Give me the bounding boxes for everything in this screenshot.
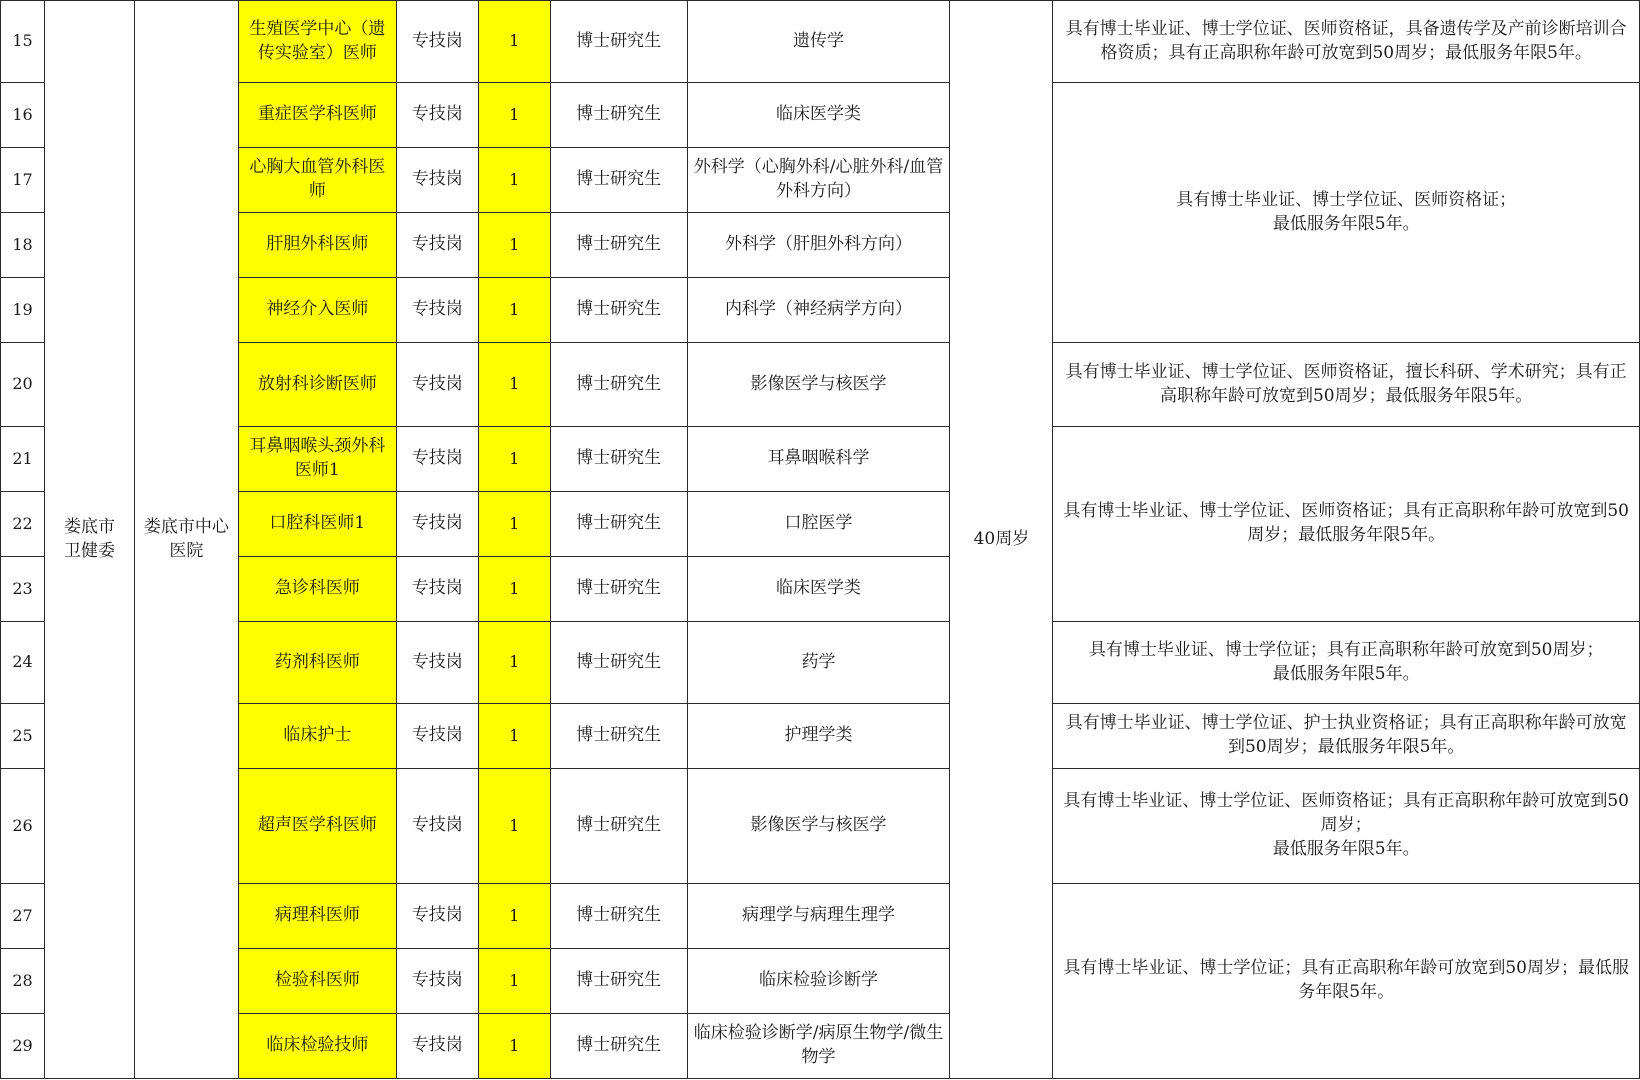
position-name: 肝胆外科医师 — [238, 213, 396, 278]
education-level: 博士研究生 — [550, 1, 687, 83]
age-limit-cell: 40周岁 — [950, 1, 1053, 1079]
position-category: 专技岗 — [396, 427, 478, 492]
education-level: 博士研究生 — [550, 884, 687, 949]
major-requirement: 外科学（肝胆外科方向） — [687, 213, 950, 278]
education-level: 博士研究生 — [550, 213, 687, 278]
other-requirements: 具有博士毕业证、博士学位证、护士执业资格证；具有正高职称年龄可放宽到50周岁；最低服务年限5年。 — [1053, 704, 1640, 769]
position-category: 专技岗 — [396, 83, 478, 148]
position-name: 口腔科医师1 — [238, 492, 396, 557]
position-name: 药剂科医师 — [238, 622, 396, 704]
row-number: 29 — [1, 1014, 45, 1079]
other-requirements: 具有博士毕业证、博士学位证、医师资格证，具备遗传学及产前诊断培训合格资质；具有正高职称年龄可放宽到50周岁；最低服务年限5年。 — [1053, 1, 1640, 83]
position-name: 病理科医师 — [238, 884, 396, 949]
position-name: 耳鼻咽喉头颈外科医师1 — [238, 427, 396, 492]
position-category: 专技岗 — [396, 213, 478, 278]
education-level: 博士研究生 — [550, 622, 687, 704]
position-category: 专技岗 — [396, 1, 478, 83]
position-category: 专技岗 — [396, 949, 478, 1014]
position-name: 检验科医师 — [238, 949, 396, 1014]
major-requirement: 遗传学 — [687, 1, 950, 83]
education-level: 博士研究生 — [550, 492, 687, 557]
hire-count: 1 — [478, 949, 550, 1014]
hire-count: 1 — [478, 1014, 550, 1079]
hire-count: 1 — [478, 622, 550, 704]
education-level: 博士研究生 — [550, 427, 687, 492]
major-requirement: 病理学与病理生理学 — [687, 884, 950, 949]
major-requirement: 耳鼻咽喉科学 — [687, 427, 950, 492]
position-name: 重症医学科医师 — [238, 83, 396, 148]
major-requirement: 影像医学与核医学 — [687, 343, 950, 427]
position-category: 专技岗 — [396, 343, 478, 427]
major-requirement: 临床医学类 — [687, 83, 950, 148]
education-level: 博士研究生 — [550, 278, 687, 343]
education-level: 博士研究生 — [550, 148, 687, 213]
position-category: 专技岗 — [396, 278, 478, 343]
major-requirement: 内科学（神经病学方向） — [687, 278, 950, 343]
hire-count: 1 — [478, 148, 550, 213]
position-name: 放射科诊断医师 — [238, 343, 396, 427]
row-number: 27 — [1, 884, 45, 949]
hire-count: 1 — [478, 83, 550, 148]
other-requirements: 具有博士毕业证、博士学位证、医师资格证，擅长科研、学术研究；具有正高职称年龄可放宽到50周岁；最低服务年限5年。 — [1053, 343, 1640, 427]
row-number: 25 — [1, 704, 45, 769]
position-name: 临床检验技师 — [238, 1014, 396, 1079]
position-name: 临床护士 — [238, 704, 396, 769]
hire-count: 1 — [478, 1, 550, 83]
education-level: 博士研究生 — [550, 704, 687, 769]
row-number: 21 — [1, 427, 45, 492]
row-number: 19 — [1, 278, 45, 343]
row-number: 18 — [1, 213, 45, 278]
position-name: 超声医学科医师 — [238, 769, 396, 884]
row-number: 23 — [1, 557, 45, 622]
position-category: 专技岗 — [396, 557, 478, 622]
position-category: 专技岗 — [396, 492, 478, 557]
position-category: 专技岗 — [396, 704, 478, 769]
hire-count: 1 — [478, 343, 550, 427]
major-requirement: 口腔医学 — [687, 492, 950, 557]
education-level: 博士研究生 — [550, 949, 687, 1014]
major-requirement: 护理学类 — [687, 704, 950, 769]
hire-count: 1 — [478, 213, 550, 278]
hire-count: 1 — [478, 492, 550, 557]
education-level: 博士研究生 — [550, 83, 687, 148]
major-requirement: 药学 — [687, 622, 950, 704]
hospital-cell: 娄底市中心医院 — [134, 1, 238, 1079]
major-requirement: 临床医学类 — [687, 557, 950, 622]
major-requirement: 临床检验诊断学/病原生物学/微生物学 — [687, 1014, 950, 1079]
unit-cell: 娄底市卫健委 — [44, 1, 134, 1079]
other-requirements: 具有博士毕业证、博士学位证、医师资格证；具有正高职称年龄可放宽到50周岁；最低服务年限5年。 — [1053, 427, 1640, 622]
row-number: 26 — [1, 769, 45, 884]
hire-count: 1 — [478, 769, 550, 884]
position-name: 神经介入医师 — [238, 278, 396, 343]
row-number: 28 — [1, 949, 45, 1014]
position-category: 专技岗 — [396, 622, 478, 704]
row-number: 16 — [1, 83, 45, 148]
major-requirement: 影像医学与核医学 — [687, 769, 950, 884]
position-category: 专技岗 — [396, 769, 478, 884]
hire-count: 1 — [478, 884, 550, 949]
row-number: 20 — [1, 343, 45, 427]
major-requirement: 外科学（心胸外科/心脏外科/血管外科方向） — [687, 148, 950, 213]
position-category: 专技岗 — [396, 1014, 478, 1079]
position-name: 心胸大血管外科医师 — [238, 148, 396, 213]
row-number: 17 — [1, 148, 45, 213]
other-requirements: 具有博士毕业证、博士学位证、医师资格证； 最低服务年限5年。 — [1053, 83, 1640, 343]
position-name: 急诊科医师 — [238, 557, 396, 622]
major-requirement: 临床检验诊断学 — [687, 949, 950, 1014]
position-category: 专技岗 — [396, 148, 478, 213]
other-requirements: 具有博士毕业证、博士学位证；具有正高职称年龄可放宽到50周岁； 最低服务年限5年。 — [1053, 622, 1640, 704]
row-number: 22 — [1, 492, 45, 557]
education-level: 博士研究生 — [550, 557, 687, 622]
position-name: 生殖医学中心（遗传实验室）医师 — [238, 1, 396, 83]
row-number: 15 — [1, 1, 45, 83]
education-level: 博士研究生 — [550, 343, 687, 427]
hire-count: 1 — [478, 557, 550, 622]
other-requirements: 具有博士毕业证、博士学位证；具有正高职称年龄可放宽到50周岁；最低服务年限5年。 — [1053, 884, 1640, 1079]
other-requirements: 具有博士毕业证、博士学位证、医师资格证；具有正高职称年龄可放宽到50周岁； 最低服务年限5年。 — [1053, 769, 1640, 884]
hire-count: 1 — [478, 278, 550, 343]
position-category: 专技岗 — [396, 884, 478, 949]
row-number: 24 — [1, 622, 45, 704]
education-level: 博士研究生 — [550, 769, 687, 884]
hire-count: 1 — [478, 704, 550, 769]
education-level: 博士研究生 — [550, 1014, 687, 1079]
hire-count: 1 — [478, 427, 550, 492]
